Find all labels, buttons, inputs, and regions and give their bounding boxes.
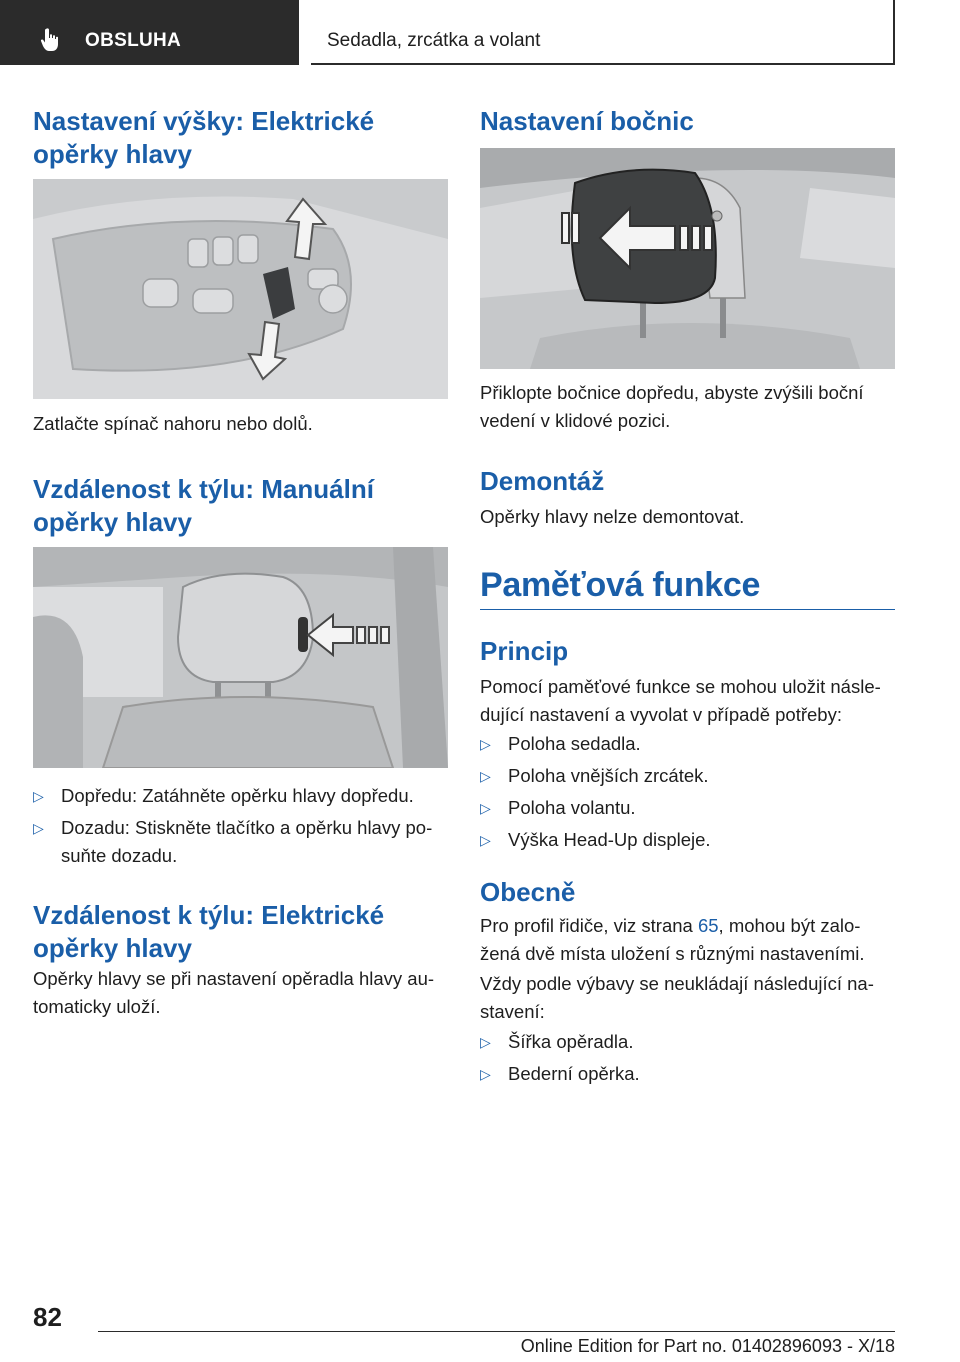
page-number: 82 (33, 1302, 62, 1332)
general-text (480, 912, 895, 968)
general-bullet-1: Šířka opěradla. (508, 1031, 634, 1052)
heading-remove: Demontáž (480, 466, 605, 496)
list-item (33, 814, 448, 870)
bullet-triangle-icon: ▷ (480, 1034, 491, 1050)
chapter-header (311, 0, 895, 65)
footer-edition: Online Edition for Part no. 01402896093 - X/18 (520, 1336, 895, 1356)
manual-bullet-2: Dozadu: Stiskněte tlačítko a opěrku hlavy po-suňte dozadu. (61, 817, 433, 866)
list-item (480, 1028, 895, 1056)
bullet-triangle-icon: ▷ (480, 768, 491, 784)
page-link-65[interactable]: 65 (697, 915, 719, 936)
bullet-triangle-icon: ▷ (480, 1066, 491, 1082)
general-bullet-2: Bederní opěrka. (508, 1063, 640, 1084)
electric-text: Opěrky hlavy se při nastavení opěradla hlavy au-tomaticky uloží. (33, 968, 435, 1017)
chapter-title: Sedadla, zrcátka a volant (327, 30, 541, 51)
bullet-triangle-icon: ▷ (33, 788, 44, 804)
heading-distance-electric: Vzdálenost k týlu: Elektrické opěrky hlavy (33, 900, 385, 963)
fig1-caption: Zatlačte spínač nahoru nebo dolů. (33, 413, 313, 434)
principle-bullet-1: Poloha sedadla. (508, 733, 641, 754)
principle-bullet-2: Poloha vnějších zrcátek. (508, 765, 709, 786)
list-item (480, 826, 895, 854)
heading-memory: Paměťová funkce (480, 566, 761, 604)
hand-pointer-icon (40, 27, 64, 53)
heading-principle: Princip (480, 636, 569, 666)
heading-distance-manual: Vzdálenost k týlu: Manuální opěrky hlavy (33, 474, 374, 537)
bullet-triangle-icon: ▷ (480, 736, 491, 752)
figure-seat-switch (33, 179, 448, 399)
manual-bullet-1: Dopředu: Zatáhněte opěrku hlavy dopředu. (61, 785, 414, 806)
remove-text: Opěrky hlavy nelze demontovat. (480, 506, 745, 527)
bullet-triangle-icon: ▷ (480, 800, 491, 816)
heading-height: Nastavení výšky: Elektrické opěrky hlavy (33, 106, 375, 169)
footer-rule (98, 1331, 895, 1332)
principle-bullet-3: Poloha volantu. (508, 797, 636, 818)
section-label: OBSLUHA (85, 30, 182, 51)
general-text-a: Pro profil řidiče, viz strana (480, 915, 698, 936)
figure-manual-headrest (33, 547, 448, 768)
side-text: Přiklopte bočnice dopředu, abyste zvýšili boční vedení v klidové pozici. (480, 382, 864, 431)
list-item (480, 762, 895, 790)
list-item (480, 794, 895, 822)
list-item (480, 730, 895, 758)
heading-side: Nastavení bočnic (480, 106, 694, 136)
list-item (480, 1060, 895, 1088)
principle-text: Pomocí paměťové funkce se mohou uložit násle-dující nastavení a vyvolat v případě potřeby: (480, 676, 881, 725)
figure-side-wings (480, 148, 895, 369)
heading-underline (480, 609, 895, 610)
general-text-b: , mohou být zalo-žená dvě místa uložení s různými nastaveními. (480, 915, 865, 964)
list-item (33, 782, 448, 810)
principle-bullet-4: Výška Head-Up displeje. (508, 829, 711, 850)
general-text-2: Vždy podle výbavy se neukládají následující na-stavení: (480, 973, 874, 1022)
bullet-triangle-icon: ▷ (480, 832, 491, 848)
heading-general: Obecně (480, 877, 576, 907)
bullet-triangle-icon: ▷ (33, 820, 44, 836)
section-tab (0, 0, 299, 65)
